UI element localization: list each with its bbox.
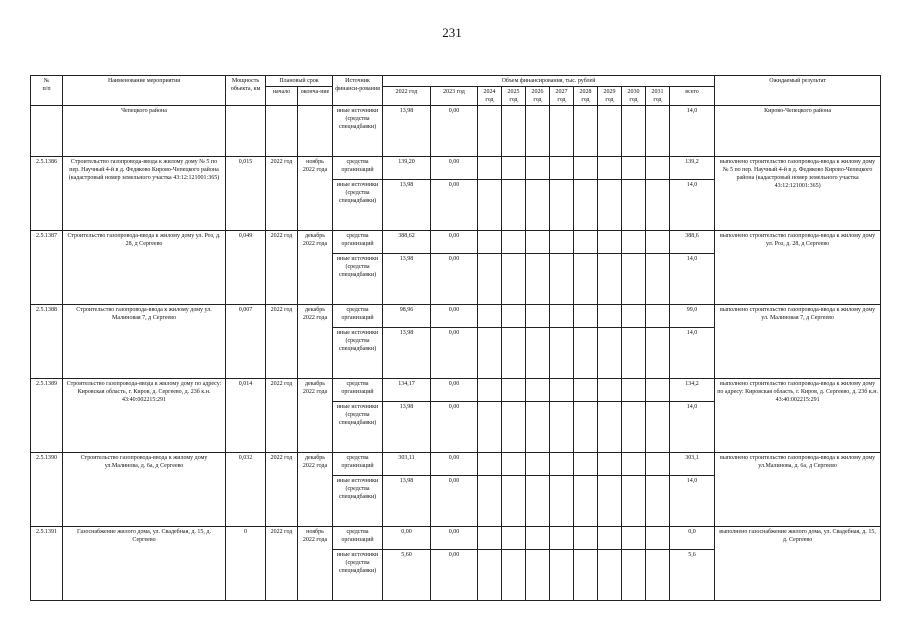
cell-end: декабрь 2022 года	[298, 379, 333, 453]
cell-source: иные источники (средства спецнадбавки)	[333, 476, 383, 527]
cell-year-empty	[598, 476, 622, 527]
cell-num: 2.5.1390	[31, 453, 63, 527]
cell-year-empty	[478, 180, 502, 231]
cell-source: средства организаций	[333, 305, 383, 328]
cell-year-empty	[502, 550, 526, 601]
cell-year-empty	[574, 402, 598, 453]
cell-total: 14,0	[670, 254, 715, 305]
cell-start: 2022 год	[266, 379, 298, 453]
cell-year-empty	[502, 305, 526, 328]
cell-result: выполнено строительство газопровода-ввода к жилому дому ул.Малинова, д. 6а, д Сергеево	[715, 453, 881, 527]
cell-year-empty	[646, 550, 670, 601]
cell-year-empty	[478, 402, 502, 453]
cell-year-empty	[526, 328, 550, 379]
cell-2022: 13,98	[383, 180, 431, 231]
cell-year-empty	[598, 254, 622, 305]
cell-name: Строительство газопровода-ввода к жилому дому ул.Малинова, д. 6а, д Сергеево	[63, 453, 226, 527]
cell-year-empty	[646, 453, 670, 476]
cell-year-empty	[622, 231, 646, 254]
cell-year-empty	[502, 180, 526, 231]
cell-year-empty	[478, 527, 502, 550]
cell-total: 5,6	[670, 550, 715, 601]
cell-2023: 0,00	[431, 106, 478, 157]
header-year: 2030 год	[622, 87, 646, 106]
header-name: Наименование мероприятия	[63, 76, 226, 106]
cell-end: декабрь 2022 года	[298, 305, 333, 379]
cell-total: 388,6	[670, 231, 715, 254]
cell-2022: 98,96	[383, 305, 431, 328]
cell-year-empty	[550, 453, 574, 476]
cell-end: декабрь 2022 года	[298, 453, 333, 527]
header-year: 2023 год	[431, 87, 478, 106]
cell-year-empty	[502, 527, 526, 550]
cell-power: 0	[226, 527, 266, 601]
cell-year-empty	[526, 254, 550, 305]
cell-source: иные источники (средства спецнадбавки)	[333, 550, 383, 601]
cell-power	[226, 106, 266, 157]
header-end: оконча-ние	[298, 87, 333, 106]
cell-year-empty	[574, 476, 598, 527]
cell-year-empty	[598, 231, 622, 254]
cell-year-empty	[598, 305, 622, 328]
cell-power: 0,014	[226, 379, 266, 453]
cell-year-empty	[646, 106, 670, 157]
header-year: 2024 год	[478, 87, 502, 106]
cell-2023: 0,00	[431, 180, 478, 231]
cell-num: 2.5.1389	[31, 379, 63, 453]
item-row-organizations	[31, 157, 881, 180]
cell-name: Строительство газопровода-ввода к жилому дому по адресу: Кировская область, г. Киров, д. Сергеево, д. 23б к.н. 43:40:002215:291	[63, 379, 226, 453]
cell-year-empty	[598, 402, 622, 453]
cell-source: средства организаций	[333, 231, 383, 254]
cell-total: 139,2	[670, 157, 715, 180]
cell-year-empty	[622, 305, 646, 328]
cell-year-empty	[598, 180, 622, 231]
cell-2023: 0,00	[431, 550, 478, 601]
header-year: 2028 год	[574, 87, 598, 106]
item-row-organizations	[31, 231, 881, 254]
cell-year-empty	[526, 305, 550, 328]
cell-year-empty	[478, 106, 502, 157]
cell-year-empty	[478, 157, 502, 180]
cell-2023: 0,00	[431, 527, 478, 550]
cell-2022: 139,20	[383, 157, 431, 180]
cell-year-empty	[478, 305, 502, 328]
cell-year-empty	[526, 402, 550, 453]
header-power: Мощность объекта, км	[226, 76, 266, 106]
cell-2022: 13,98	[383, 328, 431, 379]
cell-year-empty	[622, 157, 646, 180]
cell-2023: 0,00	[431, 157, 478, 180]
cell-result: выполнено строительство газопровода-ввода к жилому дому ул. Малиновая 7, д Сергеево	[715, 305, 881, 379]
cell-2023: 0,00	[431, 379, 478, 402]
cell-2023: 0,00	[431, 254, 478, 305]
cell-num: 2.5.1386	[31, 157, 63, 231]
cell-year-empty	[622, 527, 646, 550]
cell-start: 2022 год	[266, 305, 298, 379]
cell-year-empty	[646, 379, 670, 402]
header-year: 2022 год	[383, 87, 431, 106]
cell-year-empty	[550, 328, 574, 379]
cell-start	[266, 106, 298, 157]
cell-year-empty	[526, 180, 550, 231]
cell-name: Газоснабжение жилого дома, ул. Свадебная, д. 15, д. Сергеево	[63, 527, 226, 601]
cell-year-empty	[646, 231, 670, 254]
cell-total: 134,2	[670, 379, 715, 402]
cell-year-empty	[550, 180, 574, 231]
cell-year-empty	[598, 106, 622, 157]
cell-power: 0,032	[226, 453, 266, 527]
cell-year-empty	[598, 527, 622, 550]
cell-year-empty	[526, 231, 550, 254]
cell-year-empty	[646, 157, 670, 180]
cell-total: 14,0	[670, 476, 715, 527]
cell-year-empty	[550, 305, 574, 328]
cell-year-empty	[574, 305, 598, 328]
cell-year-empty	[574, 527, 598, 550]
cell-2022: 13,98	[383, 402, 431, 453]
cell-year-empty	[550, 550, 574, 601]
cell-year-empty	[622, 402, 646, 453]
cell-source: иные источники (средства спецнадбавки)	[333, 254, 383, 305]
cell-end: ноябрь 2022 года	[298, 527, 333, 601]
cell-name: Строительство газопровода-ввода к жилому дому ул. Роз, д. 28, д Сергеево	[63, 231, 226, 305]
cell-year-empty	[502, 328, 526, 379]
header-result: Ожидаемый результат	[715, 76, 881, 106]
cell-result: выполнено строительство газопровода-ввода к жилому дому № 5 по пер. Научный 4-й в д. Федяково Кирово-Чепецкого района (кадастровый номер земельного участка 43:12:121001:365)	[715, 157, 881, 231]
cell-num: 2.5.1387	[31, 231, 63, 305]
cell-power: 0,049	[226, 231, 266, 305]
header-year: 2029 год	[598, 87, 622, 106]
cell-2023: 0,00	[431, 305, 478, 328]
cell-total: 14,0	[670, 180, 715, 231]
header-row-1	[31, 76, 881, 87]
cell-result: выполнено строительство газопровода-ввода к жилому дому ул. Роз, д. 28, д Сергеево	[715, 231, 881, 305]
cell-year-empty	[574, 453, 598, 476]
cell-year-empty	[550, 157, 574, 180]
cell-name: Строительство газопровода-ввода к жилому дому ул. Малиновая 7, д Сергеево	[63, 305, 226, 379]
cell-2022: 13,98	[383, 476, 431, 527]
cell-2023: 0,00	[431, 476, 478, 527]
cell-year-empty	[526, 106, 550, 157]
cell-year-empty	[622, 379, 646, 402]
cell-year-empty	[550, 527, 574, 550]
item-row-organizations	[31, 453, 881, 476]
cell-2022: 134,17	[383, 379, 431, 402]
cell-year-empty	[598, 328, 622, 379]
cell-year-empty	[502, 379, 526, 402]
item-row-organizations	[31, 527, 881, 550]
cell-total: 99,0	[670, 305, 715, 328]
cell-2022: 13,98	[383, 106, 431, 157]
cell-year-empty	[502, 453, 526, 476]
cell-num: 2.5.1388	[31, 305, 63, 379]
header-year: 2027 год	[550, 87, 574, 106]
cell-end: декабрь 2022 года	[298, 231, 333, 305]
cell-num: 2.5.1391	[31, 527, 63, 601]
cell-2022: 0,00	[383, 527, 431, 550]
cell-year-empty	[598, 157, 622, 180]
cell-2022: 303,11	[383, 453, 431, 476]
cell-start: 2022 год	[266, 231, 298, 305]
header-year: 2026 год	[526, 87, 550, 106]
cell-year-empty	[574, 550, 598, 601]
cell-end: ноябрь 2022 года	[298, 157, 333, 231]
cell-source: иные источники (средства спецнадбавки)	[333, 328, 383, 379]
cell-year-empty	[574, 231, 598, 254]
cell-year-empty	[622, 328, 646, 379]
cell-year-empty	[574, 180, 598, 231]
header-year: 2025 год	[502, 87, 526, 106]
cell-2023: 0,00	[431, 231, 478, 254]
item-row-organizations	[31, 305, 881, 328]
header-plan-term: Плановый срок	[266, 76, 333, 87]
cell-year-empty	[526, 379, 550, 402]
financing-table	[30, 75, 881, 601]
cell-year-empty	[646, 476, 670, 527]
cell-year-empty	[526, 550, 550, 601]
cell-year-empty	[598, 379, 622, 402]
cell-year-empty	[550, 231, 574, 254]
cell-year-empty	[574, 157, 598, 180]
cell-result: выполнено строительство газопровода-ввода к жилому дому по адресу: Кировская область, г. Киров, д. Сергеево, д. 23б к.н. 43:40:002215:291	[715, 379, 881, 453]
continuation-row	[31, 106, 881, 157]
cell-source: средства организаций	[333, 453, 383, 476]
cell-2022: 388,62	[383, 231, 431, 254]
cell-source: иные источники (средства спецнадбавки)	[333, 402, 383, 453]
cell-year-empty	[526, 453, 550, 476]
cell-total: 0,0	[670, 527, 715, 550]
cell-year-empty	[646, 527, 670, 550]
cell-year-empty	[646, 180, 670, 231]
cell-year-empty	[502, 106, 526, 157]
page-number: 231	[442, 25, 462, 40]
cell-year-empty	[502, 402, 526, 453]
cell-2022: 5,60	[383, 550, 431, 601]
cell-year-empty	[478, 231, 502, 254]
cell-2023: 0,00	[431, 453, 478, 476]
cell-year-empty	[478, 550, 502, 601]
header-volume: Объем финансирования, тыс. рублей	[383, 76, 715, 87]
cell-power: 0,007	[226, 305, 266, 379]
cell-year-empty	[646, 254, 670, 305]
cell-2023: 0,00	[431, 402, 478, 453]
cell-year-empty	[550, 379, 574, 402]
cell-year-empty	[622, 106, 646, 157]
cell-year-empty	[622, 254, 646, 305]
cell-source: средства организаций	[333, 527, 383, 550]
cell-year-empty	[526, 157, 550, 180]
cell-year-empty	[622, 476, 646, 527]
header-num: № п/п	[31, 76, 63, 106]
cell-start: 2022 год	[266, 527, 298, 601]
cell-source: иные источники (средства спецнадбавки)	[333, 106, 383, 157]
cell-year-empty	[598, 550, 622, 601]
cell-year-empty	[550, 402, 574, 453]
cell-year-empty	[622, 550, 646, 601]
cell-name: Строительство газопровода-ввода к жилому дому № 5 по пер. Научный 4-й в д. Федяково Кирово-Чепецкого района (кадастровый номер земельного участка 43:12:121001:365)	[63, 157, 226, 231]
cell-year-empty	[646, 305, 670, 328]
cell-source: средства организаций	[333, 379, 383, 402]
cell-year-empty	[574, 328, 598, 379]
cell-source: средства организаций	[333, 157, 383, 180]
cell-end	[298, 106, 333, 157]
cell-total: 14,0	[670, 106, 715, 157]
cell-year-empty	[646, 402, 670, 453]
cell-2022: 13,98	[383, 254, 431, 305]
cell-year-empty	[478, 476, 502, 527]
header-source: Источник финанси-рования	[333, 76, 383, 106]
item-row-organizations	[31, 379, 881, 402]
cell-year-empty	[550, 476, 574, 527]
cell-start: 2022 год	[266, 157, 298, 231]
cell-source: иные источники (средства спецнадбавки)	[333, 180, 383, 231]
cell-year-empty	[574, 106, 598, 157]
cell-power: 0,015	[226, 157, 266, 231]
cell-total: 14,0	[670, 328, 715, 379]
cell-year-empty	[478, 453, 502, 476]
cell-result: Кирово-Чепецкого района	[715, 106, 881, 157]
cell-result: выполнено газоснабжение жилого дома, ул. Свадебная, д. 15, д. Сергеево	[715, 527, 881, 601]
header-start: начало	[266, 87, 298, 106]
cell-year-empty	[478, 254, 502, 305]
cell-year-empty	[598, 453, 622, 476]
cell-year-empty	[550, 254, 574, 305]
cell-total: 303,1	[670, 453, 715, 476]
cell-start: 2022 год	[266, 453, 298, 527]
cell-year-empty	[622, 453, 646, 476]
cell-total: 14,0	[670, 402, 715, 453]
cell-year-empty	[478, 379, 502, 402]
cell-num	[31, 106, 63, 157]
cell-year-empty	[502, 231, 526, 254]
cell-year-empty	[526, 527, 550, 550]
cell-2023: 0,00	[431, 328, 478, 379]
cell-year-empty	[502, 157, 526, 180]
cell-year-empty	[502, 254, 526, 305]
cell-year-empty	[646, 328, 670, 379]
cell-year-empty	[574, 379, 598, 402]
cell-year-empty	[574, 254, 598, 305]
cell-year-empty	[622, 180, 646, 231]
cell-year-empty	[550, 106, 574, 157]
header-year: 2031 год	[646, 87, 670, 106]
cell-name: Чепецкого района	[63, 106, 226, 157]
cell-year-empty	[502, 476, 526, 527]
header-total: всего	[670, 87, 715, 106]
cell-year-empty	[478, 328, 502, 379]
cell-year-empty	[526, 476, 550, 527]
